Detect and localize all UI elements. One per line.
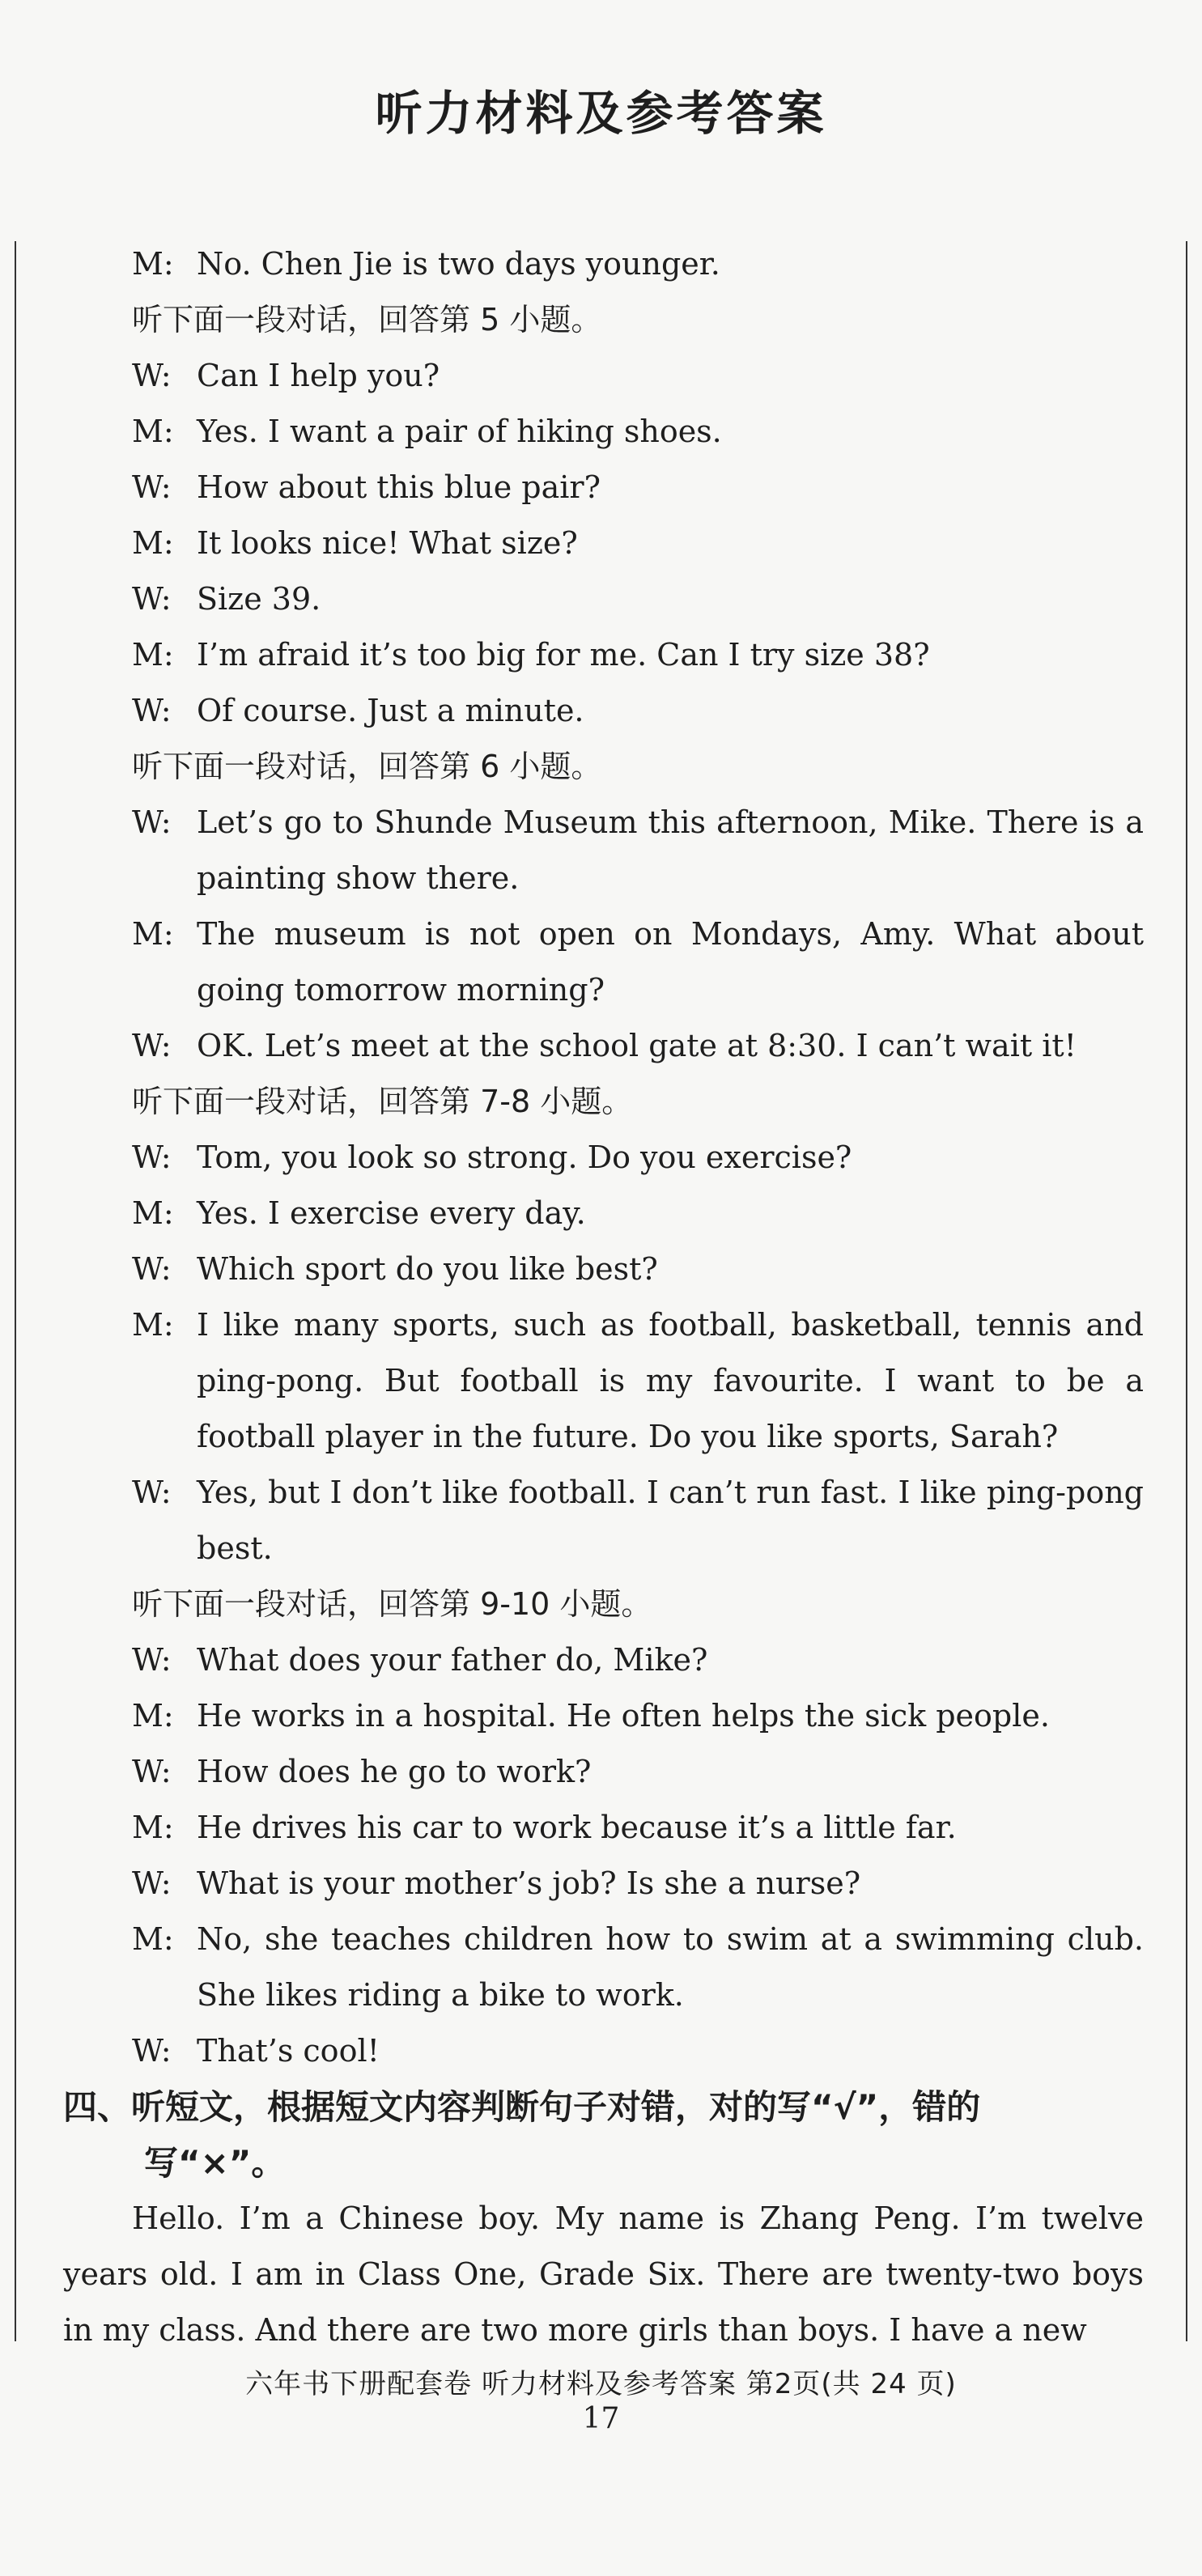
dialogue-line: [63, 1912, 1144, 2023]
speech-text: Size 39.: [197, 581, 321, 617]
dialogue-before: [63, 236, 1144, 292]
speaker-label: M:: [132, 1307, 174, 1343]
speech-text: Which sport do you like best?: [197, 1251, 658, 1287]
instruction-q9-10: 听下面一段对话，回答第 9-10 小题。: [132, 1586, 652, 1622]
speaker-label: W:: [132, 358, 172, 393]
dialogue-line: [63, 1130, 1144, 1186]
dialogue-line: [63, 1186, 1144, 1241]
footer-page-number: 17: [582, 2402, 620, 2435]
dialogue-line: [63, 1632, 1144, 1688]
speech-text: How about this blue pair?: [197, 469, 601, 505]
speaker-label: M:: [132, 637, 174, 673]
section-four-heading: [63, 2079, 1144, 2191]
dialogue-q9-10: [63, 1632, 1144, 2079]
dialogue-line: [63, 1465, 1144, 1577]
dialogue-line: [63, 348, 1144, 404]
speech-text: Can I help you?: [197, 358, 440, 393]
speech-text: I like many sports, such as football, basketball, tennis and ping-pong. But football is my favourite. I want to be a football player in the future. Do you like sports, Sarah?: [197, 1307, 1144, 1454]
dialogue-q5: [63, 348, 1144, 739]
dialogue-line: [63, 460, 1144, 516]
speaker-label: W:: [132, 1754, 172, 1789]
speech-text: No, she teaches children how to swim at a swimming club. She likes riding a bike to work.: [197, 1921, 1144, 2013]
speaker-label: M:: [132, 525, 174, 561]
dialogue-q6: [63, 795, 1144, 1074]
speech-text: He works in a hospital. He often helps the sick people.: [197, 1698, 1050, 1734]
speaker-label: M:: [132, 414, 174, 449]
dialogue-line: [63, 906, 1144, 1018]
passage-text: Hello. I’m a Chinese boy. My name is Zhang Peng. I’m twelve years old. I am in Class One, Grade Six. There are twenty-two boys in my class. And there are two more girls than boys. I have a new: [63, 2200, 1144, 2348]
instruction-q7-8: 听下面一段对话，回答第 7-8 小题。: [132, 1084, 633, 1119]
speech-text: Yes, but I don’t like football. I can’t run fast. I like ping-pong best.: [197, 1475, 1144, 1566]
speech-text: Yes. I want a pair of hiking shoes.: [197, 414, 722, 449]
speech-text: It looks nice! What size?: [197, 525, 578, 561]
speaker-label: W:: [132, 1865, 172, 1901]
main-content: [63, 236, 1144, 2358]
dialogue-line: [63, 1018, 1144, 1074]
left-margin-rule: [15, 241, 16, 2341]
speech-text: What is your mother’s job? Is she a nurse?: [197, 1865, 861, 1901]
speaker-label: M:: [132, 1810, 174, 1845]
section-four-line1: 四、听短文，根据短文内容判断句子对错，对的写“√”，错的: [63, 2087, 981, 2127]
speech-text: I’m afraid it’s too big for me. Can I try size 38?: [197, 637, 930, 673]
speech-text: How does he go to work?: [197, 1754, 592, 1789]
speaker-label: W:: [132, 469, 172, 505]
instruction-q5: 听下面一段对话，回答第 5 小题。: [132, 302, 602, 337]
dialogue-line: [63, 683, 1144, 739]
speaker-label: W:: [132, 1475, 172, 1510]
speech-text: No. Chen Jie is two days younger.: [197, 246, 720, 282]
speaker-label: M:: [132, 246, 174, 282]
speaker-label: M:: [132, 1698, 174, 1734]
dialogue-line: [63, 1856, 1144, 1912]
speaker-label: M:: [132, 1921, 174, 1957]
page-title: 听力材料及参考答案: [375, 86, 827, 141]
speech-text: That’s cool!: [197, 2033, 380, 2069]
dialogue-line: [63, 1688, 1144, 1744]
speech-text: Let’s go to Shunde Museum this afternoon, Mike. There is a painting show there.: [197, 804, 1144, 896]
speaker-label: W:: [132, 1028, 172, 1063]
dialogue-q7-8: [63, 1130, 1144, 1577]
speech-text: Tom, you look so strong. Do you exercise?: [197, 1139, 852, 1175]
speaker-label: W:: [132, 804, 172, 840]
dialogue-line: [63, 1744, 1144, 1800]
right-margin-rule: [1186, 241, 1187, 2341]
speech-text: He drives his car to work because it’s a little far.: [197, 1810, 957, 1845]
dialogue-line: [63, 1800, 1144, 1856]
dialogue-line: [63, 627, 1144, 683]
speaker-label: W:: [132, 581, 172, 617]
dialogue-line: [63, 404, 1144, 460]
dialogue-line: [63, 1241, 1144, 1297]
dialogue-line: [63, 236, 1144, 292]
dialogue-line: [63, 516, 1144, 571]
speech-text: Of course. Just a minute.: [197, 693, 584, 728]
speech-text: What does your father do, Mike?: [197, 1642, 708, 1678]
speaker-label: W:: [132, 1642, 172, 1678]
dialogue-line: [63, 1297, 1144, 1465]
instruction-q6: 听下面一段对话，回答第 6 小题。: [132, 749, 602, 784]
speech-text: The museum is not open on Mondays, Amy. What about going tomorrow morning?: [197, 916, 1144, 1008]
dialogue-line: [63, 795, 1144, 906]
speaker-label: W:: [132, 1251, 172, 1287]
dialogue-line: [63, 2023, 1144, 2079]
speaker-label: M:: [132, 1195, 174, 1231]
speech-text: OK. Let’s meet at the school gate at 8:30. I can’t wait it!: [197, 1028, 1077, 1063]
dialogue-line: [63, 571, 1144, 627]
footer-title: 六年书下册配套卷 听力材料及参考答案 第2页(共 24 页): [245, 2368, 957, 2400]
speaker-label: M:: [132, 916, 174, 952]
speaker-label: W:: [132, 1139, 172, 1175]
section-four-line2: 写“×”。: [144, 2143, 286, 2183]
speaker-label: W:: [132, 693, 172, 728]
speaker-label: W:: [132, 2033, 172, 2069]
speech-text: Yes. I exercise every day.: [197, 1195, 586, 1231]
